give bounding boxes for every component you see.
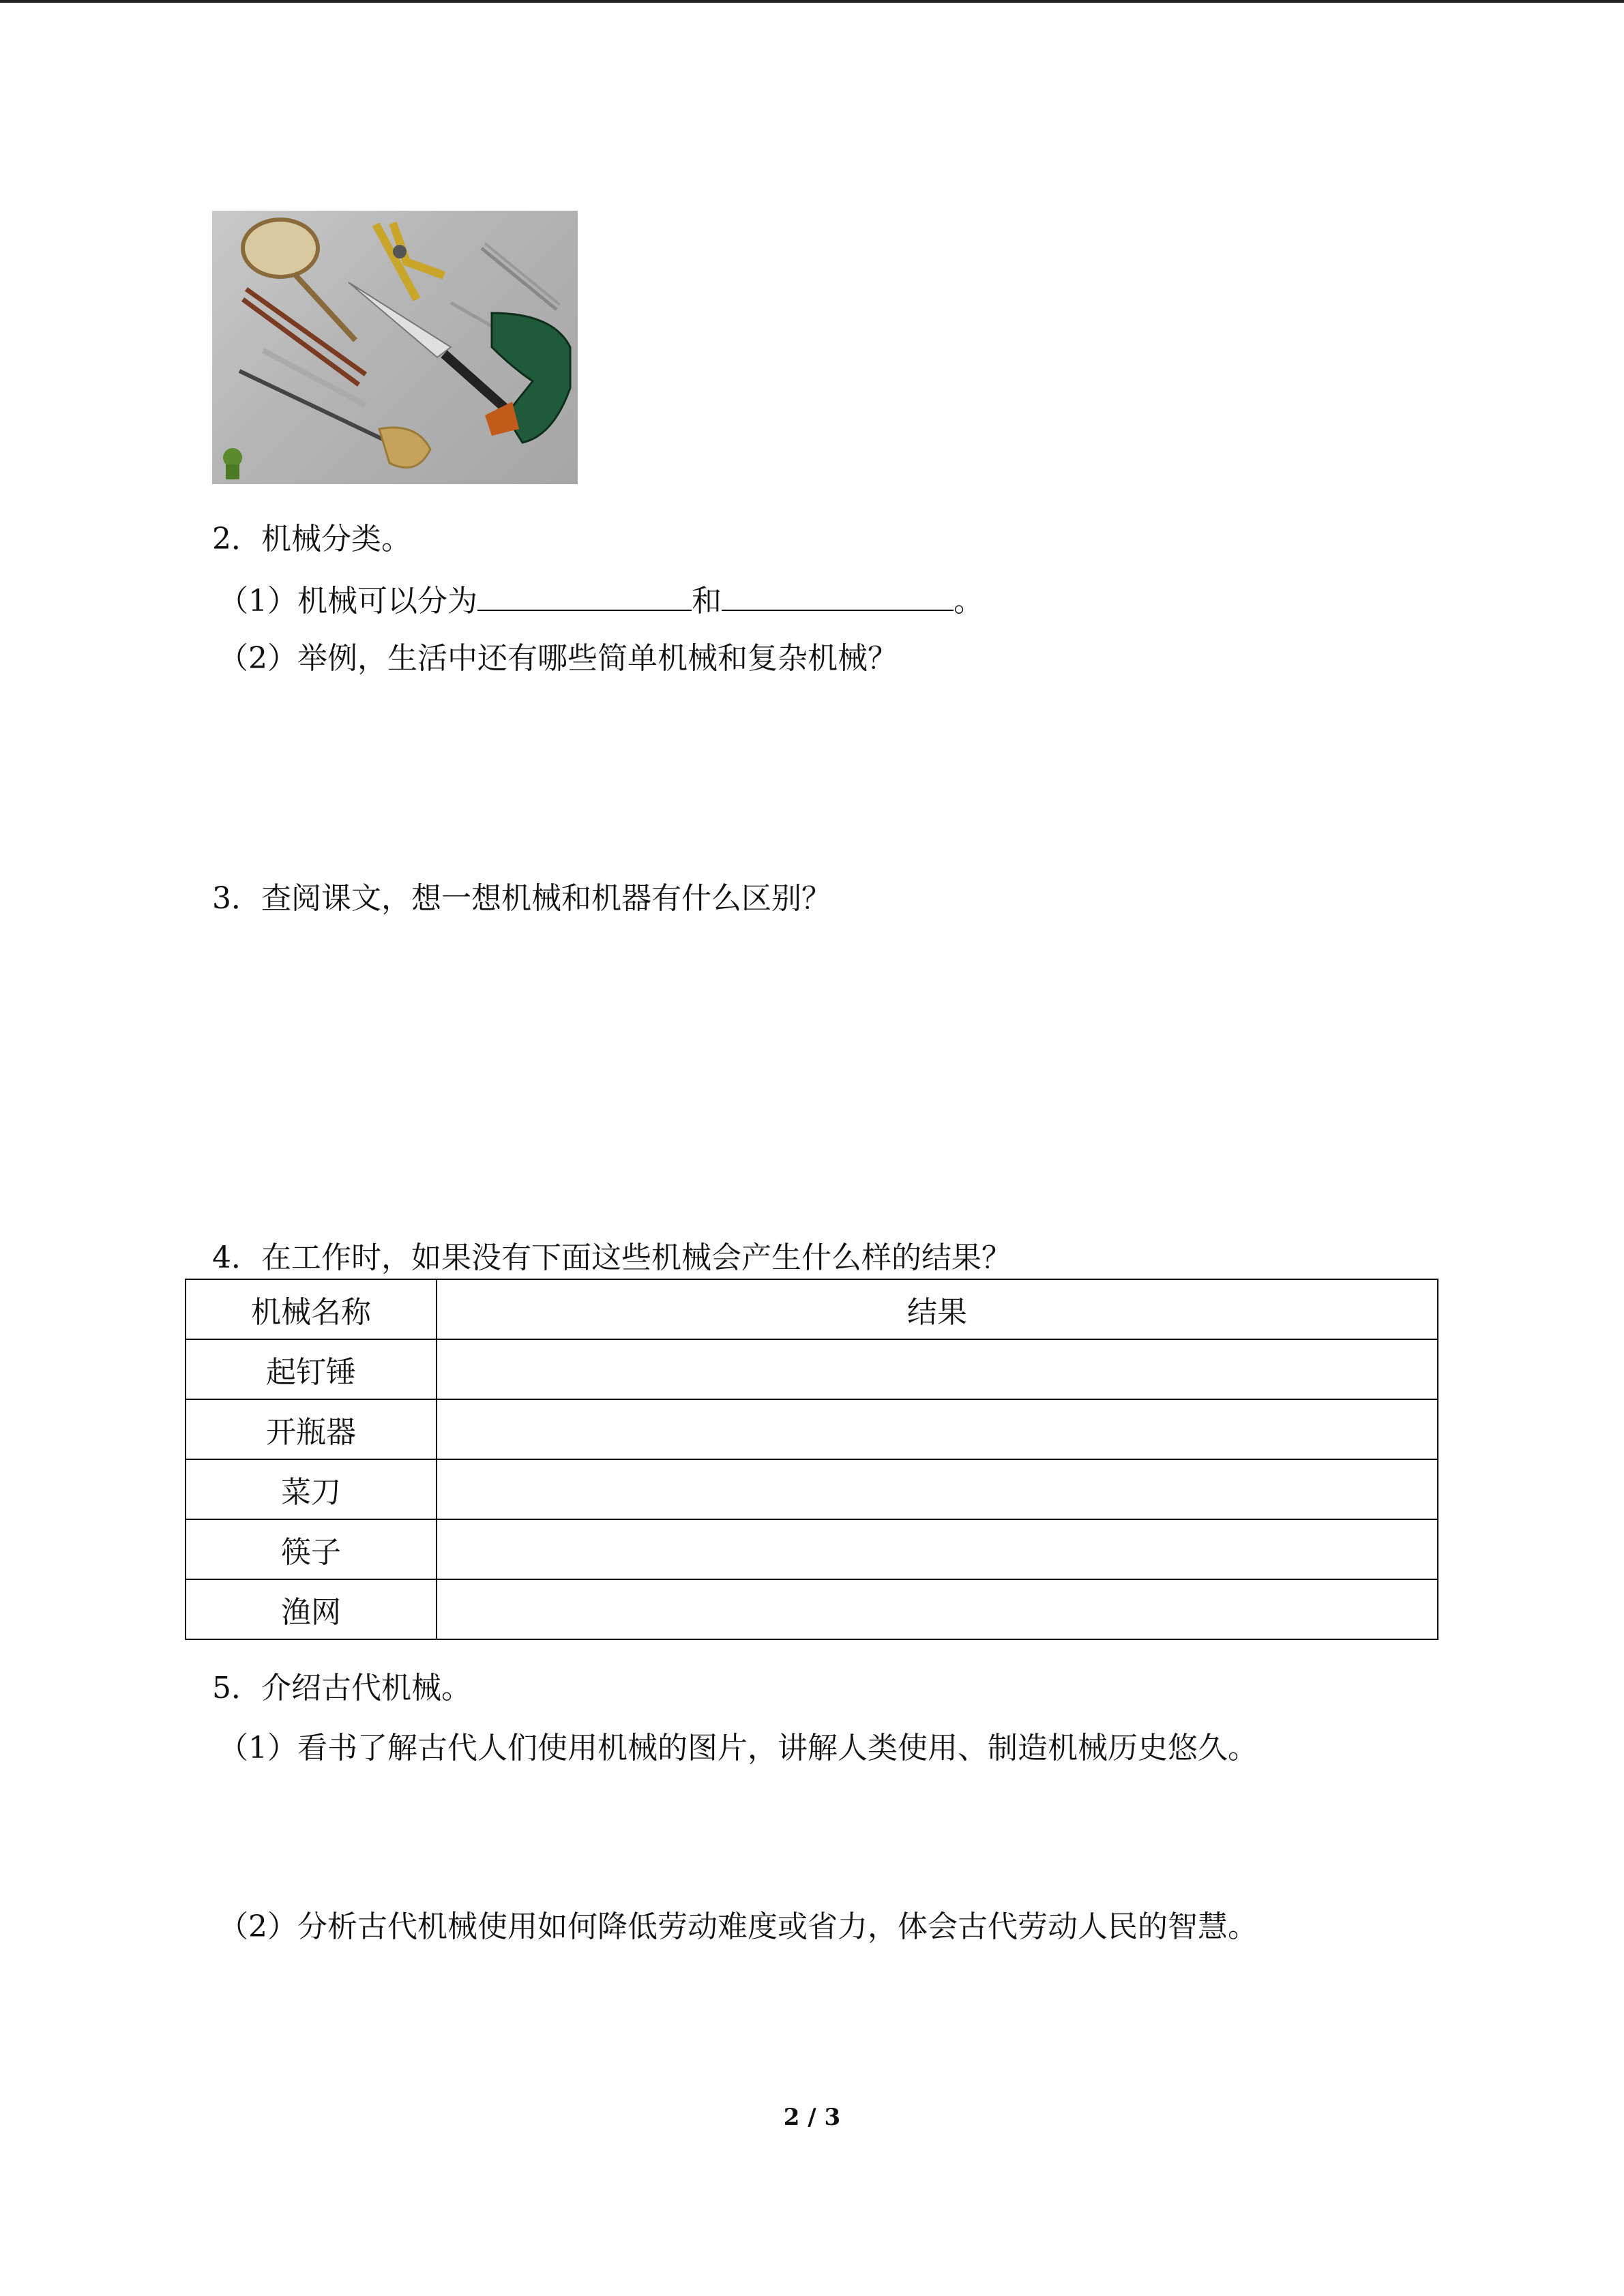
header-result: 结果 xyxy=(437,1279,1438,1339)
table-row xyxy=(186,1579,1438,1639)
result-cell[interactable] xyxy=(437,1399,1438,1459)
tools-photo xyxy=(212,211,578,484)
q3-heading: 3．查阅课文，想一想机械和机器有什么区别？ xyxy=(212,881,831,916)
q5-sub1: （1）看书了解古代人们使用机械的图片，讲解人类使用、制造机械历史悠久。 xyxy=(218,1731,1258,1765)
q2-sub1-end: 。 xyxy=(954,584,984,618)
machine-name-cell: 渔网 xyxy=(186,1579,437,1639)
q2-sub1-prefix: （1）机械可以分为 xyxy=(218,584,477,618)
q2-heading: 2．机械分类。 xyxy=(212,522,411,556)
machine-name-cell: 菜刀 xyxy=(186,1459,437,1519)
result-cell[interactable] xyxy=(437,1579,1438,1639)
q2-sub1-mid: 和 xyxy=(692,584,722,618)
machine-name-cell: 开瓶器 xyxy=(186,1399,437,1459)
q4-heading: 4．在工作时，如果没有下面这些机械会产生什么样的结果？ xyxy=(212,1240,1012,1275)
table-row xyxy=(186,1399,1438,1459)
q2-blank-1[interactable] xyxy=(477,580,692,611)
page-number: 2 / 3 xyxy=(783,2104,841,2131)
header-machine-name: 机械名称 xyxy=(186,1279,437,1339)
table-row xyxy=(186,1339,1438,1399)
consequence-table xyxy=(185,1279,1438,1640)
q5-sub2: （2）分析古代机械使用如何降低劳动难度或省力，体会古代劳动人民的智慧。 xyxy=(218,1909,1258,1944)
result-cell[interactable] xyxy=(437,1459,1438,1519)
q2-sub1 xyxy=(218,580,984,621)
q5-heading: 5．介绍古代机械。 xyxy=(212,1671,471,1705)
top-border xyxy=(0,0,1624,3)
table-header-row xyxy=(186,1279,1438,1339)
table-row xyxy=(186,1519,1438,1579)
result-cell[interactable] xyxy=(437,1519,1438,1579)
machine-name-cell: 起钉锤 xyxy=(186,1339,437,1399)
table-row xyxy=(186,1459,1438,1519)
result-cell[interactable] xyxy=(437,1339,1438,1399)
q2-blank-2[interactable] xyxy=(722,580,954,611)
machine-name-cell: 筷子 xyxy=(186,1519,437,1579)
q2-sub2: （2）举例，生活中还有哪些简单机械和复杂机械？ xyxy=(218,641,898,676)
